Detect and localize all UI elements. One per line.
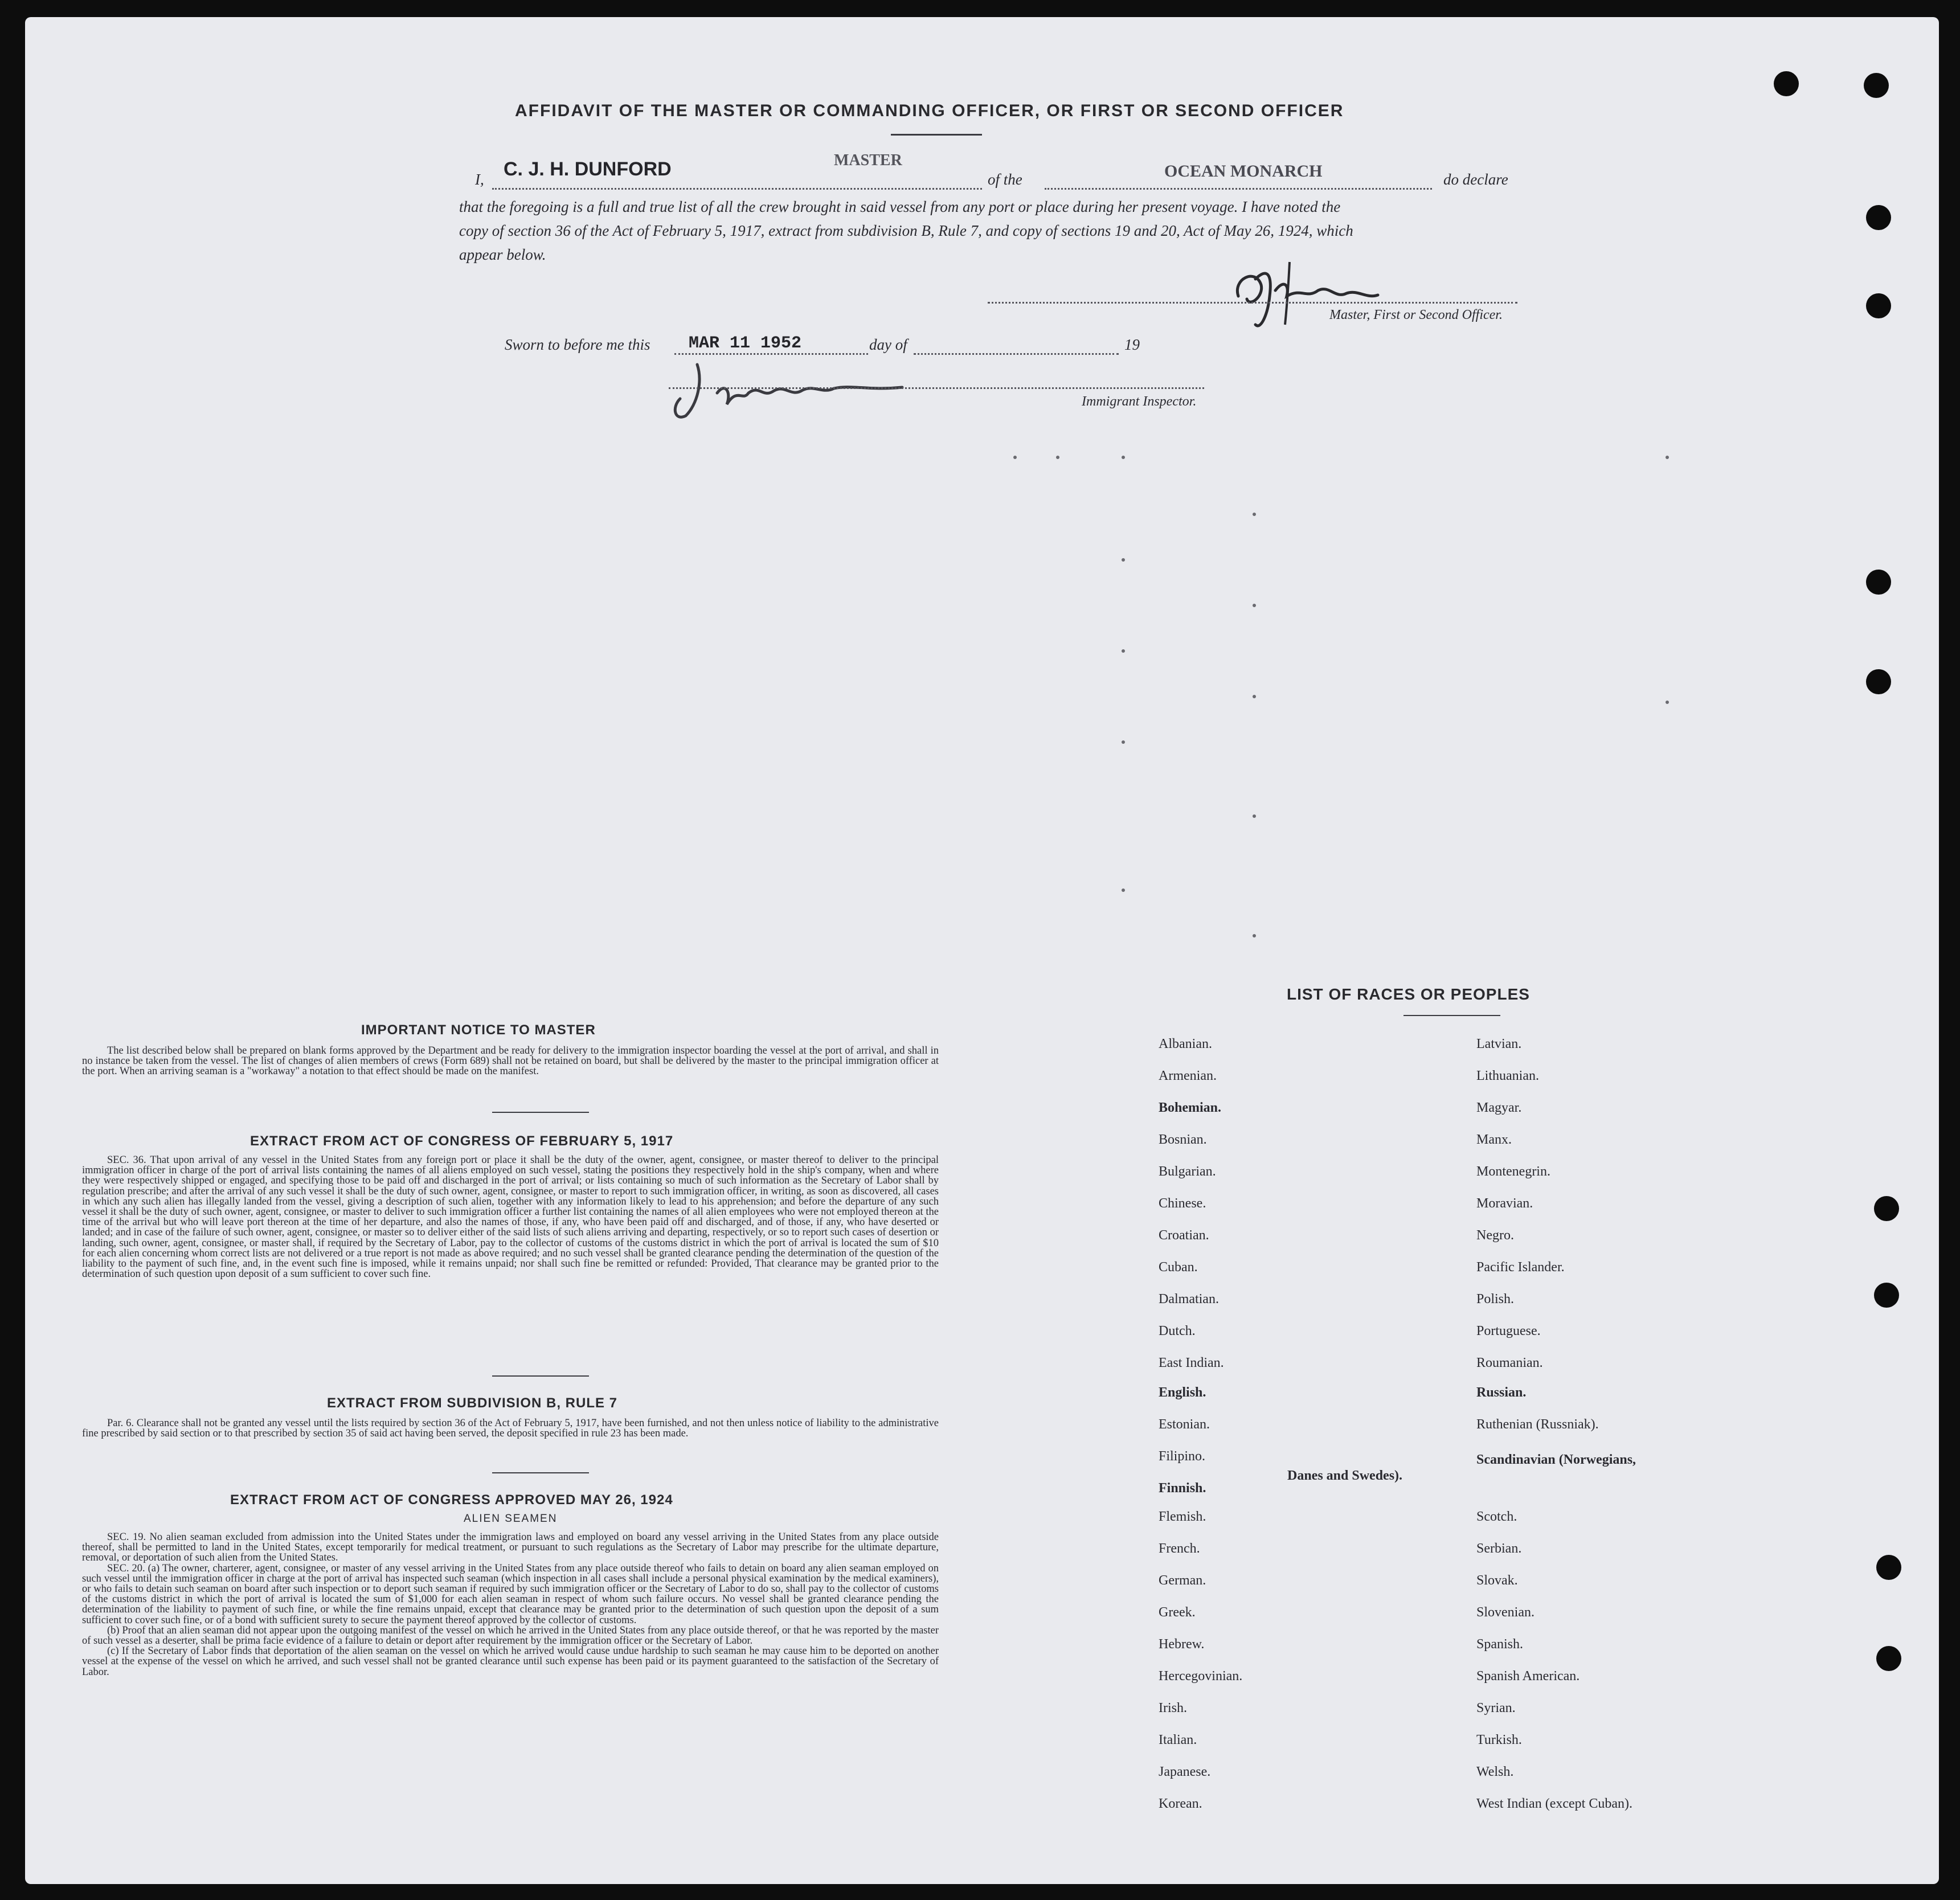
divider-rule (492, 1472, 589, 1473)
race-item: Albanian. (1159, 1037, 1212, 1051)
notice-text (82, 1046, 939, 1077)
divider-rule (492, 1375, 589, 1377)
race-item: Serbian. (1476, 1541, 1522, 1556)
race-item: Latvian. (1476, 1037, 1522, 1051)
race-item: Lithuanian. (1476, 1068, 1539, 1083)
officer-rank: MASTER (834, 151, 902, 169)
race-item: Armenian. (1159, 1068, 1217, 1083)
scan-speck (1253, 513, 1256, 516)
do-declare-label: do declare (1443, 171, 1508, 188)
affidavit-title: AFFIDAVIT OF THE MASTER OR COMMANDING OFFICER, OR FIRST OR SECOND OFFICER (515, 101, 1344, 120)
race-item: Moravian. (1476, 1196, 1533, 1211)
race-item: Portuguese. (1476, 1324, 1541, 1338)
affidavit-title-rule (891, 134, 982, 136)
document-page (25, 17, 1939, 1884)
race-item: Syrian. (1476, 1701, 1516, 1715)
race-item: Scandinavian (Norwegians, (1476, 1452, 1636, 1467)
race-item: Welsh. (1476, 1764, 1514, 1779)
scan-speck (1056, 456, 1059, 459)
race-item: Irish. (1159, 1701, 1187, 1715)
race-item: West Indian (except Cuban). (1476, 1796, 1632, 1811)
race-item: Italian. (1159, 1733, 1197, 1747)
affidavit-line-4: appear below. (459, 246, 546, 263)
race-item: Bosnian. (1159, 1132, 1207, 1147)
extract-1924-text (82, 1532, 939, 1677)
race-item: Danes and Swedes). (1287, 1468, 1403, 1483)
scan-speck (1122, 740, 1125, 744)
race-item: Polish. (1476, 1292, 1515, 1307)
signature-caption: Master, First or Second Officer. (1329, 308, 1503, 322)
inspector-line (669, 387, 1204, 389)
race-item: German. (1159, 1573, 1206, 1588)
punch-hole (1866, 570, 1891, 595)
race-item: Roumanian. (1476, 1356, 1543, 1370)
race-item: Ruthenian (Russniak). (1476, 1417, 1599, 1432)
sworn-prefix: Sworn to before me this (505, 336, 650, 353)
punch-hole (1866, 205, 1891, 230)
extract-1924-title: EXTRACT FROM ACT OF CONGRESS APPROVED MAY 26, 1924 (230, 1492, 673, 1508)
scan-speck (1122, 649, 1125, 653)
affidavit-line-2: that the foregoing is a full and true list of all the crew brought in said vessel from any port or place during her present voyage. I have noted the (459, 198, 1341, 215)
punch-hole (1866, 669, 1891, 694)
scan-speck (1253, 695, 1256, 698)
race-item: Flemish. (1159, 1509, 1206, 1524)
day-of-label: day of (869, 336, 907, 353)
scan-speck (1013, 456, 1017, 459)
officer-name: C. J. H. DUNFORD (504, 158, 672, 180)
sec-20b-paragraph: (b) Proof that an alien seaman did not appear upon the outgoing manifest of the vessel on which he arrived in the United States from any place outside thereof, or that he was reported by the master of such vessel as a deserter, shall be prima facie evidence of a failure to detain or deport after requirement by the immigration officer or the Secretary of Labor. (82, 1624, 939, 1647)
notice-title: IMPORTANT NOTICE TO MASTER (361, 1022, 596, 1038)
extract-rule7-title: EXTRACT FROM SUBDIVISION B, RULE 7 (327, 1395, 618, 1411)
affidavit-line-3: copy of section 36 of the Act of February 5, 1917, extract from subdivision B, Rule 7, and copy of sections 19 and 20, Act of May 26, 1924, which (459, 222, 1353, 239)
race-item: French. (1159, 1541, 1200, 1556)
race-item: Bohemian. (1159, 1100, 1222, 1115)
race-item: Slovak. (1476, 1573, 1518, 1588)
scan-speck (1253, 814, 1256, 818)
race-item: Magyar. (1476, 1100, 1522, 1115)
sec-20a-paragraph: SEC. 20. (a) The owner, charterer, agent, consignee, or master of any vessel arriving in the United States from any place outside thereof who fails to detain on board any alien seaman employed on such vessel until the immigration officer in charge at the port of arrival has inspected such seaman (which inspection in all cases shall include a personal physical examination by the medical examiners), or who fails to detain such seaman on board after such inspection or to deport such seaman if required by such immigration officer or the Secretary of Labor to do so, shall pay to the collector of customs of the customs district in which the port of arrival is located the sum of $1,000 for each alien seaman in respect of whom such failure occurs. No vessel shall be granted clearance pending the determination of the liability to payment of such fine, or while the fine remains unpaid, except that clearance may be granted prior to the determination of such question upon the deposit of a sum sufficient to cover such fine, or of a bond with sufficient surety to secure the payment thereof approved by the collector of customs. (82, 1562, 939, 1626)
race-item: Manx. (1476, 1132, 1512, 1147)
race-item: Filipino. (1159, 1449, 1206, 1464)
extract-1917-text (82, 1155, 939, 1279)
punch-hole (1774, 71, 1799, 96)
inspector-signature (663, 353, 925, 427)
race-item: Scotch. (1476, 1509, 1517, 1524)
vessel-name: OCEAN MONARCH (1164, 162, 1323, 181)
month-line (914, 353, 1119, 355)
race-item: Pacific Islander. (1476, 1260, 1565, 1275)
inspector-caption: Immigrant Inspector. (1082, 394, 1197, 409)
race-item: Spanish. (1476, 1637, 1524, 1652)
signature-line (988, 302, 1517, 304)
race-item: East Indian. (1159, 1356, 1224, 1370)
race-item: Turkish. (1476, 1733, 1522, 1747)
scan-speck (1122, 558, 1125, 562)
extract-rule7-text (82, 1418, 939, 1439)
punch-hole (1876, 1646, 1901, 1671)
race-item: Korean. (1159, 1796, 1202, 1811)
race-item: Russian. (1476, 1385, 1527, 1400)
races-title-rule (1403, 1015, 1500, 1016)
scan-speck (1666, 701, 1669, 704)
scan-speck (1122, 888, 1125, 892)
race-item: Slovenian. (1476, 1605, 1535, 1620)
punch-hole (1866, 293, 1891, 318)
alien-seamen-subtitle: ALIEN SEAMEN (464, 1513, 558, 1525)
race-item: English. (1159, 1385, 1206, 1400)
race-item: Hebrew. (1159, 1637, 1205, 1652)
punch-hole (1874, 1283, 1899, 1308)
section-36-paragraph: SEC. 36. That upon arrival of any vessel in the United States from any foreign port or place it shall be the duty of the owner, agent, consignee, or master thereof to deliver to the principal immigration officer in charge of the port of arrival lists containing the names of all aliens employed on such vessel, stating the positions they respectively hold in the ship's company, when and where they were respectively shipped or engaged, and specifying those to be paid off and discharged in the port of arrival; or lists containing so much of such information as the Secretary of Labor shall by regulation prescribe; and after the arrival of any such vessel it shall be the duty of such owner, agent, consignee, or master to report to such immigration officer, in writing, as soon as discovered, all cases in which any such alien has illegally landed from the vessel, giving a description of such alien, together with any information likely to lead to his apprehension; and before the departure of any such vessel it shall be the duty of such owner, agent, consignee, or master to deliver to such immigration officer a further list containing the names of all alien employees who were not employed thereon at the time of the arrival but who will leave port thereon at the time of her departure, and also the names of those, if any, who have been paid off and discharged, and of those, if any, who have deserted or landed; and in case of the failure of such owner, agent, consignee, or master so to deliver either of the said lists of such aliens arriving and departing, respectively, or so to report such cases of desertion or landing, such owner, agent, consignee, or master shall, if required by the Secretary of Labor, pay to the collector of customs of the customs district in which the port of arrival is located the sum of $10 for each alien concerning whom correct lists are not delivered or a true report is not made as above required; and no such vessel shall be granted clearance pending the determination of the question of the liability to the payment of such fine, and, in the event such fine is imposed, while it remains unpaid; nor shall such fine be remitted or refunded: Provided, That clearance may be granted prior to the determination of such question upon deposit of a sum sufficient to cover such fine. (82, 1154, 939, 1280)
race-item: Greek. (1159, 1605, 1196, 1620)
of-the-label: of the (988, 171, 1022, 188)
race-item: Spanish American. (1476, 1669, 1580, 1684)
punch-hole (1876, 1555, 1901, 1580)
scan-speck (1122, 456, 1125, 459)
vessel-name-line (1045, 188, 1432, 190)
race-item: Japanese. (1159, 1764, 1211, 1779)
punch-hole (1874, 1196, 1899, 1221)
officer-name-line (492, 188, 982, 190)
scan-speck (1666, 456, 1669, 459)
year-prefix: 19 (1124, 336, 1140, 353)
extract-1917-title: EXTRACT FROM ACT OF CONGRESS OF FEBRUARY 5, 1917 (250, 1133, 674, 1149)
race-item: Negro. (1476, 1228, 1514, 1243)
sworn-date-stamp: MAR 11 1952 (689, 334, 802, 353)
race-item: Bulgarian. (1159, 1164, 1216, 1179)
scan-speck (1253, 934, 1256, 937)
race-item: Hercegovinian. (1159, 1669, 1243, 1684)
race-item: Croatian. (1159, 1228, 1209, 1243)
race-item: Cuban. (1159, 1260, 1198, 1275)
affidavit-pronoun: I, (475, 171, 484, 188)
race-item: Montenegrin. (1476, 1164, 1550, 1179)
notice-paragraph: The list described below shall be prepared on blank forms approved by the Department and be ready for delivery to the immigration inspector boarding the vessel at the port of arrival, and shall in no instance be taken from the vessel. The list of changes of alien members of crews (Form 689) shall not be retained on board, but shall be delivered by the master to the principal immigration officer at the port. When an arriving seaman is a "workaway" a notation to that effect should be made on the manifest. (82, 1045, 939, 1078)
race-item: Estonian. (1159, 1417, 1210, 1432)
race-item: Dutch. (1159, 1324, 1196, 1338)
scan-speck (1253, 604, 1256, 607)
race-item: Finnish. (1159, 1481, 1206, 1496)
sec-19-paragraph: SEC. 19. No alien seaman excluded from admission into the United States under the immigration laws and employed on board any vessel arriving in the United States from any place outside thereof, shall be permitted to land in the United States, except temporarily for medical treatment, or pursuant to such regulations as the Secretary of Labor may prescribe for the ultimate departure, removal, or deportation of such alien from the United States. (82, 1532, 939, 1564)
divider-rule (492, 1112, 589, 1113)
par-6-paragraph: Par. 6. Clearance shall not be granted any vessel until the lists required by section 36 of the Act of February 5, 1917, have been furnished, and not then unless notice of liability to the administrative fine prescribed by said section or to that prescribed by section 35 of said act having been served, the deposit specified in rule 23 has been made. (82, 1418, 939, 1440)
sec-20c-paragraph: (c) If the Secretary of Labor finds that deportation of the alien seaman on the vessel on which he arrived would cause undue hardship to such seaman he may cause him to be deported on another vessel at the expense of the vessel on which he arrived, and such vessel shall not be granted clearance until such expense has been paid or its payment guaranteed to the satisfaction of the Secretary of Labor. (82, 1645, 939, 1678)
punch-hole (1864, 73, 1889, 98)
race-item: Chinese. (1159, 1196, 1206, 1211)
races-title: LIST OF RACES OR PEOPLES (1287, 985, 1530, 1003)
race-item: Dalmatian. (1159, 1292, 1219, 1307)
